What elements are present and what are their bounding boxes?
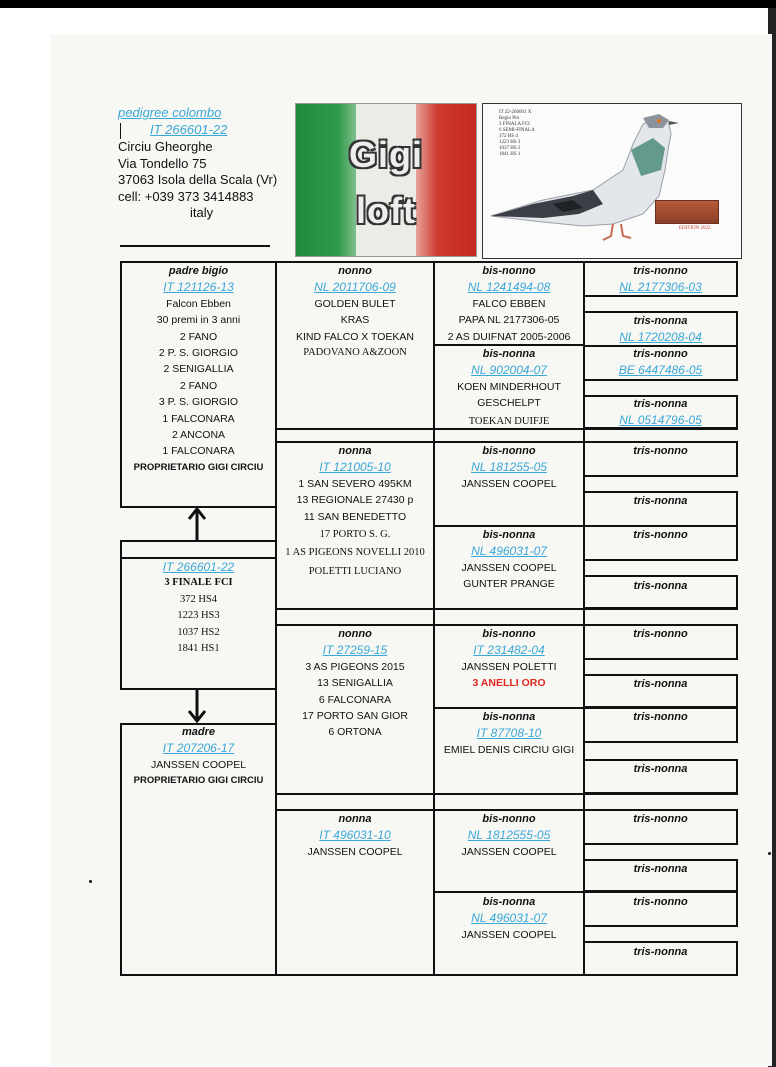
- subject-line: 1841 HS1: [177, 643, 220, 655]
- tris-role: tris-nonno: [633, 529, 688, 541]
- flag-green-stripe: [296, 104, 356, 256]
- tris-role: tris-nonna: [633, 863, 688, 875]
- bis-line: 2 AS DUIFNAT 2005-2006: [447, 330, 571, 343]
- bis-line: JANSSEN POLETTI: [461, 660, 557, 673]
- tris-role: tris-nonna: [633, 315, 688, 327]
- tris-role: tris-nonna: [633, 946, 688, 958]
- bis-ring: NL 496031-07: [471, 911, 547, 926]
- grandparent-line: 6 ORTONA: [328, 726, 382, 739]
- scan-dot: [89, 880, 92, 883]
- grandparent-cell-1: [277, 263, 433, 361]
- tris-cell-5: [585, 443, 736, 459]
- pigeon-illustration: [483, 104, 741, 258]
- father-line: 30 premi in 3 anni: [156, 314, 241, 327]
- owner-name: Circiu Gheorghe: [118, 139, 213, 154]
- scan-dot: [768, 852, 771, 855]
- subject-line: 1037 HS2: [177, 626, 220, 638]
- tris-cell-13: [585, 811, 736, 827]
- owner-city: 37063 Isola della Scala (Vr): [118, 172, 278, 188]
- grandparent-line: 11 SAN BENEDETTO: [303, 510, 407, 523]
- father-cell: [122, 263, 275, 476]
- bis-line: JANSSEN COOPEL: [461, 477, 557, 490]
- grandparent-line: KIND FALCO X TOEKAN: [295, 330, 415, 343]
- bis-cell-4: [435, 527, 583, 593]
- grandparent-line: KRAS: [340, 314, 370, 327]
- grandparent-line: GOLDEN BULET: [314, 297, 396, 310]
- bis-ring: NL 1241494-08: [467, 280, 551, 295]
- grandparent-cell-2: [277, 443, 433, 580]
- bis-cell-5: [435, 626, 583, 692]
- grandparent-line: 6 FALCONARA: [318, 693, 392, 706]
- tris-role: tris-nonna: [633, 678, 688, 690]
- grandparent-line: PADOVANO A&ZOON: [303, 347, 407, 359]
- tris-cell-6: [585, 493, 736, 509]
- logo-line-2: loft: [356, 190, 416, 231]
- bis-role: bis-nonna: [482, 896, 536, 908]
- father-line: 2 FANO: [179, 379, 218, 392]
- bis-role: bis-nonna: [482, 711, 536, 723]
- tris-cell-7: [585, 527, 736, 543]
- bis-highlight: 3 ANELLI ORO: [472, 677, 546, 690]
- tris-ring: NL 0514796-05: [619, 413, 702, 428]
- grandparent-cell-3: [277, 626, 433, 741]
- arrow-down-icon: [187, 690, 207, 724]
- bis-cell-2: [435, 346, 583, 430]
- owner-address: Via Tondello 75: [118, 155, 207, 171]
- tris-role: tris-nonno: [633, 628, 688, 640]
- tris-cell-9: [585, 626, 736, 642]
- grandparent-line: 17 PORTO S. G.: [319, 529, 391, 541]
- subject-line: 372 HS4: [179, 593, 218, 605]
- father-line: 2 P. S. GIORGIO: [158, 347, 239, 360]
- owner-phone: cell: +039 373 3414883: [118, 188, 254, 204]
- photo-footer: EDITION 2022: [679, 226, 711, 231]
- grandparent-line: POLETTI LUCIANO: [308, 565, 402, 577]
- bis-line: FALCO EBBEN: [472, 297, 546, 310]
- grandparent-line: 1 SAN SEVERO 495KM: [298, 477, 412, 490]
- grandparent-line: 17 PORTO SAN GIOR: [302, 710, 408, 723]
- col-divider-1: [275, 261, 277, 976]
- bis-line: JANSSEN COOPEL: [461, 845, 557, 858]
- tris-cell-1: [585, 263, 736, 296]
- subject-cell: [122, 559, 275, 657]
- grandparent-line: 13 SENIGALLIA: [317, 677, 393, 690]
- grandparent-role: nonna: [338, 445, 372, 457]
- bis-cell-6: [435, 709, 583, 758]
- mother-line: JANSSEN COOPEL: [150, 758, 247, 771]
- tris-role: tris-nonno: [633, 445, 688, 457]
- bis-ring: IT 87708-10: [476, 726, 542, 741]
- father-line: 3 P. S. GIORGIO: [158, 396, 239, 409]
- grandparent-ring: IT 121005-10: [319, 460, 391, 475]
- bis-line: GESCHELPT: [477, 397, 541, 410]
- grandparent-ring: IT 496031-10: [319, 828, 391, 843]
- tris-ring: NL 2177306-03: [619, 280, 702, 295]
- tris-role: tris-nonno: [633, 711, 688, 723]
- loft-building-image: [655, 200, 719, 224]
- flag-red-stripe: [416, 104, 476, 256]
- bis-role: bis-nonno: [482, 628, 536, 640]
- scan-top-border: [0, 0, 776, 8]
- tris-cell-2: [585, 313, 736, 346]
- tris-cell-12: [585, 761, 736, 777]
- tris-role: tris-nonna: [633, 398, 688, 410]
- tris-cell-3: [585, 346, 736, 379]
- bis-line: GUNTER PRANGE: [463, 578, 555, 591]
- grandparent-role: nonno: [338, 265, 372, 277]
- subject-line: 1223 HS3: [177, 610, 220, 622]
- father-line: Falcon Ebben: [166, 297, 231, 310]
- grandparent-line: 1 AS PIGEONS NOVELLI 2010: [285, 547, 425, 559]
- tris-role: tris-nonna: [633, 495, 688, 507]
- bis-role: bis-nonno: [482, 445, 536, 457]
- father-role: padre bigio: [168, 265, 229, 277]
- tris-role: tris-nonno: [633, 896, 688, 908]
- tris-ring: BE 6447486-05: [618, 363, 703, 378]
- tris-ring: NL 1720208-04: [619, 330, 702, 345]
- grandparent-ring: NL 2011706-09: [314, 280, 396, 295]
- pedigree-title: pedigree colombo: [118, 105, 222, 120]
- gigi-loft-logo: [295, 103, 477, 257]
- bis-split-4: [433, 891, 585, 893]
- father-owner: PROPRIETARIO GIGI CIRCIU: [133, 461, 264, 473]
- owner-ring: IT 266601-22: [150, 122, 228, 137]
- bis-role: bis-nonna: [482, 348, 536, 360]
- tris-role: tris-nonno: [633, 813, 688, 825]
- arrow-up-icon: [187, 506, 207, 540]
- bis-role: bis-nonna: [482, 529, 536, 541]
- bis-line: JANSSEN COOPEL: [461, 928, 557, 941]
- subject-title: 3 FINALE FCI: [164, 577, 233, 589]
- bis-line: PAPA NL 2177306-05: [458, 314, 560, 327]
- tris-cell-15: [585, 894, 736, 910]
- bis-cell-1: [435, 263, 583, 345]
- logo-line-1: Gigi: [349, 134, 423, 175]
- pigeon-photo: [482, 103, 742, 259]
- tris-role: tris-nonno: [633, 265, 688, 277]
- father-line: 1 FALCONARA: [162, 412, 235, 425]
- mother-role: madre: [181, 726, 216, 738]
- father-line: 2 ANCONA: [171, 429, 226, 442]
- bis-ring: NL 496031-07: [471, 544, 547, 559]
- row-bottom: [275, 974, 585, 976]
- father-line: 1 FALCONARA: [162, 445, 235, 458]
- grandparent-role: nonna: [338, 813, 372, 825]
- tris-cell-14: [585, 861, 736, 877]
- grandparent-line: 13 REGIONALE 27430 p: [296, 494, 414, 507]
- bis-ring: IT 231482-04: [473, 643, 545, 658]
- tris-role: tris-nonno: [633, 348, 688, 360]
- bis-line: EMIEL DENIS CIRCIU GIGI: [443, 743, 575, 756]
- owner-country: italy: [190, 205, 214, 221]
- subject-ring: IT 266601-22: [162, 560, 235, 574]
- tris-role: tris-nonna: [633, 763, 688, 775]
- bis-ring: NL 902004-07: [471, 363, 547, 378]
- bis-cell-7: [435, 811, 583, 860]
- tris-cell-16: [585, 944, 736, 960]
- grandparent-cell-4: [277, 811, 433, 860]
- father-ring: IT 121126-13: [163, 280, 234, 295]
- grandparent-line: 3 AS PIGEONS 2015: [305, 660, 405, 673]
- mother-ring: IT 207206-17: [162, 741, 235, 756]
- mother-owner: PROPRIETARIO GIGI CIRCIU: [133, 775, 264, 787]
- tris-cell-8: [585, 578, 736, 594]
- bis-cell-3: [435, 443, 583, 492]
- tris-cell-4: [585, 396, 736, 429]
- grandparent-ring: IT 27259-15: [322, 643, 388, 658]
- father-line: 2 FANO: [179, 330, 218, 343]
- tris-cell-11: [585, 709, 736, 725]
- bis-line: KOEN MINDERHOUT: [457, 380, 561, 393]
- bis-ring: NL 1812555-05: [467, 828, 551, 843]
- bis-cell-8: [435, 894, 583, 943]
- header-divider: [120, 245, 270, 247]
- photo-caption: IT 22-266601 X Regio Pro 3 FINALA FCI 6 SEMI-FINALA 372 HS 4 1223 HS 3 1037 HS 2 1841 HS 1: [499, 110, 535, 157]
- bis-line: TOEKAN DUIFJE: [468, 415, 550, 427]
- grandparent-role: nonno: [338, 628, 372, 640]
- bis-role: bis-nonno: [482, 813, 536, 825]
- flag-white-stripe: [356, 104, 416, 256]
- bis-ring: NL 181255-05: [471, 460, 547, 475]
- tris-role: tris-nonna: [633, 580, 688, 592]
- grandparent-line: JANSSEN COOPEL: [307, 845, 403, 858]
- owner-title-bar: [120, 123, 121, 139]
- bis-line: JANSSEN COOPEL: [461, 561, 557, 574]
- father-line: 2 SENIGALLIA: [163, 363, 234, 376]
- bis-role: bis-nonno: [482, 265, 536, 277]
- mother-cell: [122, 724, 275, 790]
- tris-cell-10: [585, 676, 736, 692]
- owner-block: [118, 104, 288, 222]
